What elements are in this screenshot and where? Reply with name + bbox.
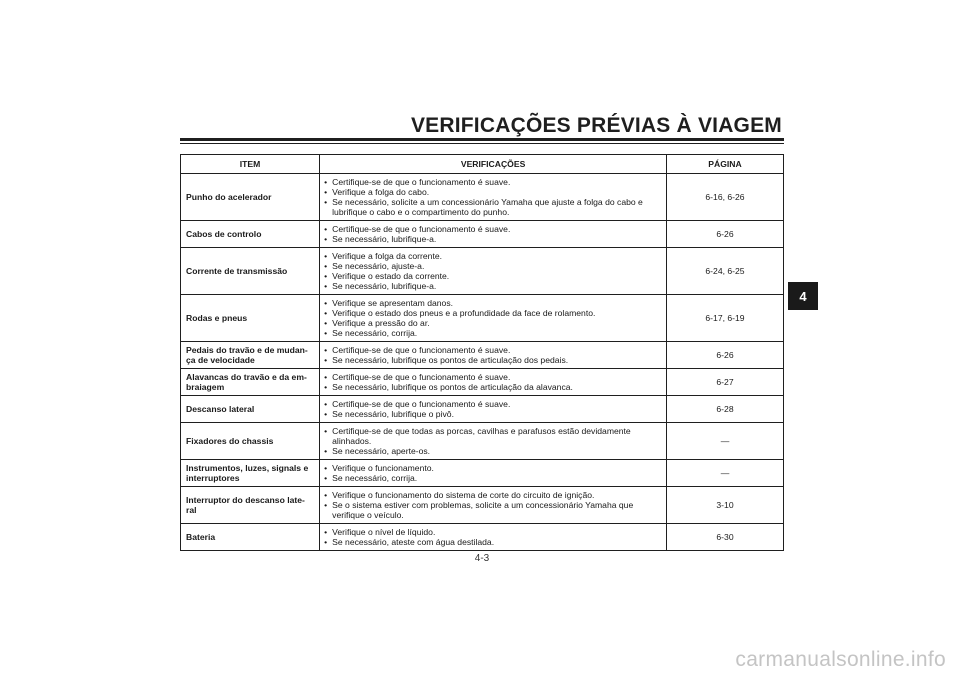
check-item: • Se necessário, lubrifique o pivô. xyxy=(324,409,662,419)
page-title: VERIFICAÇÕES PRÉVIAS À VIAGEM xyxy=(410,114,782,137)
check-item: • Certifique-se de que o funcionamento é suave. xyxy=(324,345,662,355)
table-row xyxy=(181,174,784,221)
table-header-row xyxy=(181,155,784,174)
check-item: • Verifique o estado da corrente. xyxy=(324,271,662,281)
check-item: • Verifique se apresentam danos. xyxy=(324,298,662,308)
check-item: • Se necessário, ateste com água destilada. xyxy=(324,537,662,547)
row-item: Bateria xyxy=(181,524,320,551)
check-item: • Verifique o estado dos pneus e a profundidade da face de rolamento. xyxy=(324,308,662,318)
column-header-page: PÁGINA xyxy=(667,155,784,174)
check-list xyxy=(324,372,662,392)
check-item: • Se necessário, ajuste-a. xyxy=(324,261,662,271)
row-page: — xyxy=(667,423,784,460)
row-page: 6-28 xyxy=(667,396,784,423)
row-checks xyxy=(320,524,667,551)
chapter-tab[interactable]: 4 xyxy=(788,282,818,310)
check-item: • Se necessário, corrija. xyxy=(324,473,662,483)
title-rule-thin xyxy=(180,143,784,144)
check-list xyxy=(324,490,662,520)
column-header-item: ITEM xyxy=(181,155,320,174)
row-page: 6-26 xyxy=(667,221,784,248)
table-row xyxy=(181,423,784,460)
check-list xyxy=(324,345,662,365)
row-page: 6-17, 6-19 xyxy=(667,295,784,342)
check-list xyxy=(324,426,662,456)
check-item: • Se necessário, aperte-os. xyxy=(324,446,662,456)
check-item: • Se necessário, lubrifique-a. xyxy=(324,281,662,291)
table-row xyxy=(181,460,784,487)
row-item: Descanso lateral xyxy=(181,396,320,423)
row-item: Instrumentos, luzes, signals e interruptores xyxy=(181,460,320,487)
check-item: • Verifique o funcionamento do sistema de corte do circuito de ignição. xyxy=(324,490,662,500)
row-checks xyxy=(320,342,667,369)
table-body xyxy=(181,174,784,551)
check-list xyxy=(324,298,662,338)
check-item: • Verifique o funcionamento. xyxy=(324,463,662,473)
page-number: 4-3 xyxy=(474,553,490,564)
row-item: Punho do acelerador xyxy=(181,174,320,221)
row-checks xyxy=(320,221,667,248)
table-row xyxy=(181,221,784,248)
row-page: 6-30 xyxy=(667,524,784,551)
table-row xyxy=(181,369,784,396)
row-checks xyxy=(320,460,667,487)
row-item: Pedais do travão e de mudan-ça de velocidade xyxy=(181,342,320,369)
row-checks xyxy=(320,423,667,460)
check-item: • Certifique-se de que todas as porcas, cavilhas e parafusos estão devidamente alinhados. xyxy=(324,426,662,446)
table-row xyxy=(181,295,784,342)
check-item: • Certifique-se de que o funcionamento é suave. xyxy=(324,177,662,187)
row-item: Cabos de controlo xyxy=(181,221,320,248)
check-list xyxy=(324,224,662,244)
check-list xyxy=(324,177,662,217)
row-checks xyxy=(320,487,667,524)
row-item: Interruptor do descanso late-ral xyxy=(181,487,320,524)
table-row xyxy=(181,342,784,369)
row-page: 6-16, 6-26 xyxy=(667,174,784,221)
table-row xyxy=(181,248,784,295)
check-item: • Verifique a folga do cabo. xyxy=(324,187,662,197)
check-list xyxy=(324,527,662,547)
table-row xyxy=(181,487,784,524)
check-item: • Certifique-se de que o funcionamento é suave. xyxy=(324,372,662,382)
row-page: 6-27 xyxy=(667,369,784,396)
row-checks xyxy=(320,396,667,423)
table-row xyxy=(181,396,784,423)
row-page: — xyxy=(667,460,784,487)
table-row xyxy=(181,524,784,551)
check-item: • Verifique o nível de líquido. xyxy=(324,527,662,537)
check-item: • Verifique a folga da corrente. xyxy=(324,251,662,261)
check-list xyxy=(324,463,662,483)
watermark: carmanualsonline.info xyxy=(735,648,946,671)
check-item: • Verifique a pressão do ar. xyxy=(324,318,662,328)
check-item: • Se o sistema estiver com problemas, solicite a um concessionário Yamaha que verifique o veículo. xyxy=(324,500,662,520)
check-list xyxy=(324,399,662,419)
row-checks xyxy=(320,295,667,342)
title-rule xyxy=(180,138,784,141)
check-item: • Certifique-se de que o funcionamento é suave. xyxy=(324,224,662,234)
row-page: 6-24, 6-25 xyxy=(667,248,784,295)
row-item: Rodas e pneus xyxy=(181,295,320,342)
row-item: Corrente de transmissão xyxy=(181,248,320,295)
check-item: • Se necessário, lubrifique os pontos de articulação dos pedais. xyxy=(324,355,662,365)
check-item: • Se necessário, solicite a um concessionário Yamaha que ajuste a folga do cabo e lubrifique o cabo e o compartimento do punho. xyxy=(324,197,662,217)
check-item: • Certifique-se de que o funcionamento é suave. xyxy=(324,399,662,409)
check-item: • Se necessário, lubrifique-a. xyxy=(324,234,662,244)
row-checks xyxy=(320,369,667,396)
row-item: Alavancas do travão e da em-braiagem xyxy=(181,369,320,396)
check-item: • Se necessário, lubrifique os pontos de articulação da alavanca. xyxy=(324,382,662,392)
row-item: Fixadores do chassis xyxy=(181,423,320,460)
row-checks xyxy=(320,248,667,295)
row-page: 3-10 xyxy=(667,487,784,524)
row-checks xyxy=(320,174,667,221)
column-header-checks: VERIFICAÇÕES xyxy=(320,155,667,174)
checks-table xyxy=(180,154,784,551)
check-list xyxy=(324,251,662,291)
check-item: • Se necessário, corrija. xyxy=(324,328,662,338)
row-page: 6-26 xyxy=(667,342,784,369)
